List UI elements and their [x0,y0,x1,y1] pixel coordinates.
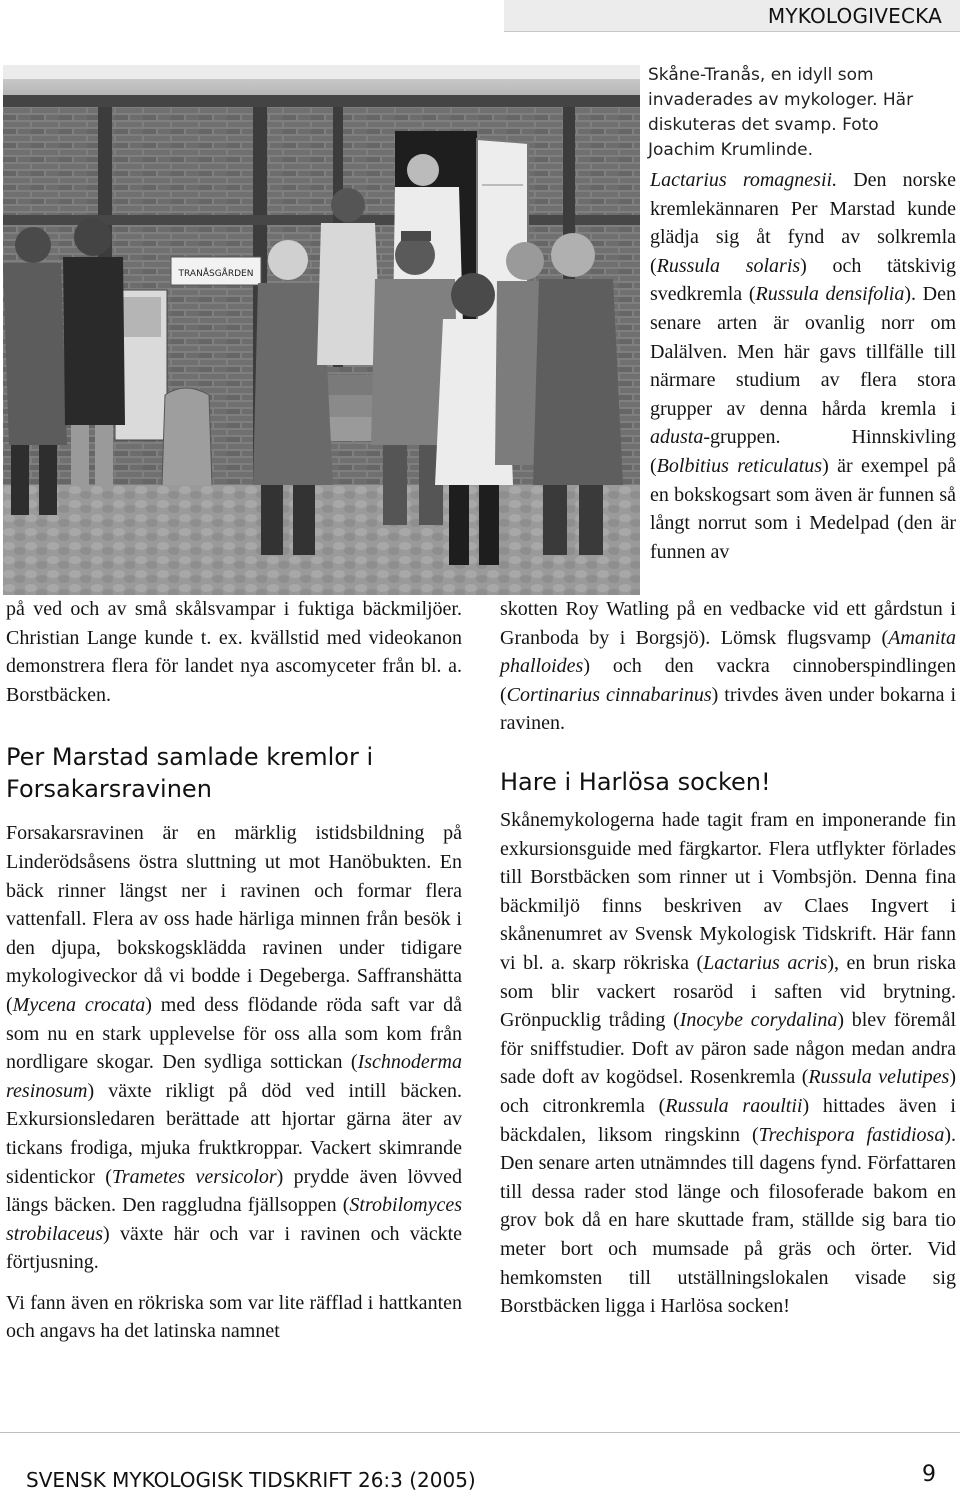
article-text-right [500,766,956,1321]
footer-rule [0,1432,960,1433]
section-heading: Per Marstad samlade kremlor i Forsakarsravinen [6,743,374,804]
journal-name: SVENSK MYKOLOGISK TIDSKRIFT 26:3 (2005) [26,1468,476,1492]
article-text-right-continuation [500,595,956,738]
sign-text: TRANÅSGÅRDEN [178,269,254,279]
intro-paragraph: på ved och av små skålsvampar i fuktiga bäckmiljöer. Christian Lange kunde t. ex. kvällstid med videokanon demonstrera flera för landet nya ascomyceter från bl. a. Borstbäcken. [6,598,462,706]
section-label [504,0,960,32]
group-photo [3,65,640,595]
page-number: 9 [922,1462,936,1487]
paragraph: skotten Roy Watling på en vedbacke vid ett gårdstun i Granboda by i Borgsjö). Lömsk flugsvamp (Amanita phalloides) och den vackra cinnoberspindlingen (Cortinarius cinnabarinus) trivdes även under bokarna i ravinen. [500,598,957,735]
paragraph: Skånemykologerna hade tagit fram en imponerande fin exkursionsguide med färgkartor. Flera utflykter förlades till Borstbäcken som rinner ut i Vombsjön. Denna fina bäckmiljö finns beskriven av Claes Ingvert i skånenumret av Svensk Mykologisk Tidskrift. Här fann vi bl. a. skarp rökriska (Lactarius acris), en brun riska som blir vackert rosaröd i saften vid brytning. Grönpucklig tråding (Inocybe corydalina) blev föremål för sniffstudier. Doft av päron sade någon medan andra sade doft av kogödsel. Rosenkremla (Russula velutipes) och citronkremla (Russula raoultii) hittades även i bäckdalen, liksom ringskinn (Trechispora fastidiosa). Den senare arten utnämndes till dagens fynd. Författaren till dessa rader stod länge och filosoferade bakom en grov bok då en hare skuttade fram, ställde sig bara tio meter bort och mumsade på gräs och örter. Vid hemkomsten till utställningslokalen visade sig Borstbäcken ligga i Harlösa socken! [500,809,957,1318]
photo-caption: Skåne-Tranås, en idyll som invaderades av mykologer. Här diskuteras det svamp. Foto Joachim Krumlinde. [648,65,914,160]
section-heading: Hare i Harlösa socken! [500,768,771,796]
article-text-left [6,595,462,1346]
section-title: MYKOLOGIVECKA [767,3,942,28]
paragraph: Forsakarsravinen är en märklig istidsbildning på Linderödsåsens östra sluttning ut mot Hanöbukten. En bäck rinner längst ner i ravinen och formar flera vattenfall. Flera av oss hade härliga minnen från besök i den djupa, bokskogsklädda ravinen under tidigare mykologiveckor då vi bodde i Degeberga. Saffranshätta (Mycena crocata) med dess flödande röda saft var då som nu en stark upplevelse för oss alla som kom från nordligare skogar. Den sydliga sottickan (Ischnoderma resinosum) växte rikligt på död ved intill bäcken. Exkursionsledaren berättade att hjortar gärna äter av tickans frodiga, mjuka fruktkroppar. Vackert skimrande sidentickor (Trametes versicolor) prydde även lövved längs bäcken. Den raggludna fjällsoppen (Strobilomyces strobilaceus) växte här och var i ravinen och väckte förtjusning. [6,822,462,1274]
paragraph: Vi fann även en rökriska som var lite räfflad i hattkanten och angavs ha det latinska namnet [6,1291,462,1343]
paragraph: Lactarius romagnesii. Den norske kremlekännaren Per Marstad kunde glädja sig åt fynd av solkremla (Russula solaris) och tätskivig svedkremla (Russula densifolia). Den senare arten är ovanlig norr om Dalälven. Men här gavs tillfälle till närmare studium av flera stora grupper av denna hårda kremla i adusta-gruppen. Hinnskivling (Bolbitius reticulatus) är exempel på en bokskogsart som även är funnen så långt norrut som i Medelpad (den är funnen av [650,169,956,563]
article-text-right-upper [650,166,956,566]
